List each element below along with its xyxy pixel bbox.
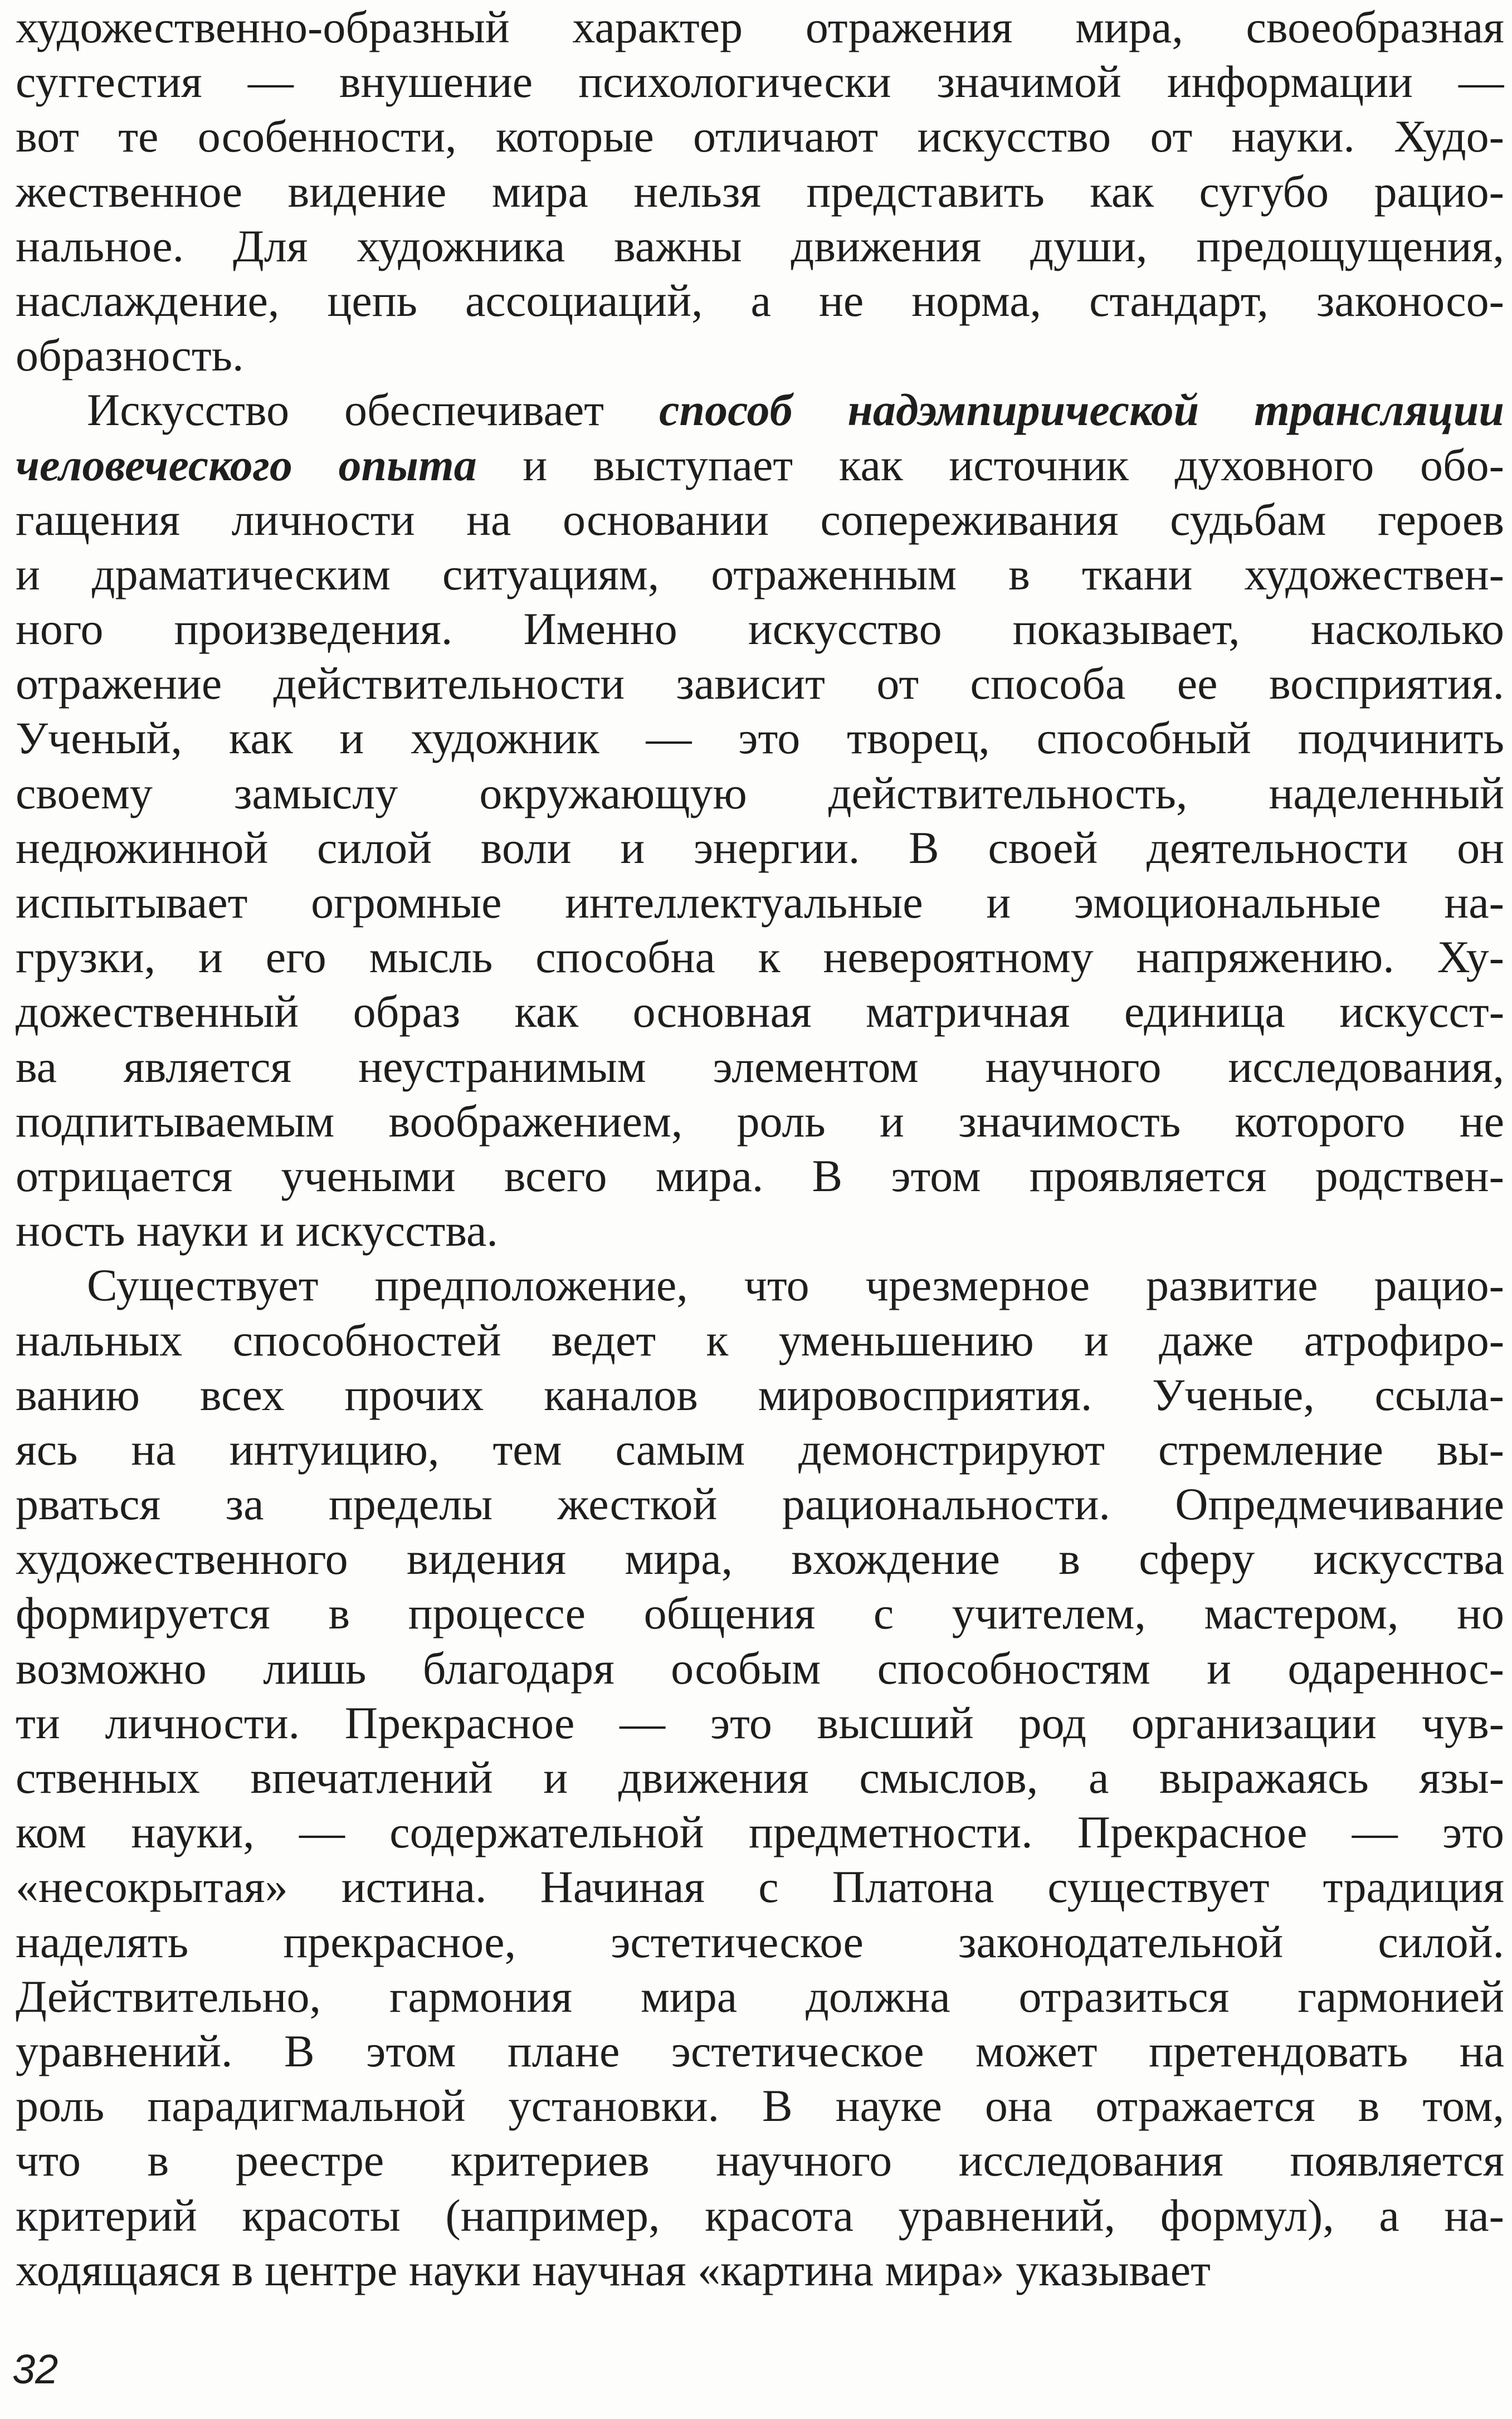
text-line xyxy=(16,1149,1504,1203)
text-segment: своему замыслу окружающую действительность, наделенный xyxy=(16,767,1504,818)
text-line xyxy=(16,656,1504,711)
text-line xyxy=(16,2024,1504,2079)
text-segment: формируется в процессе общения с учителем, мастером, но xyxy=(16,1588,1504,1639)
text-segment: ясь на интуицию, тем самым демонстрируют стремление вы- xyxy=(16,1423,1504,1475)
text-segment: нальное. Для художника важны движения души, предощущения, xyxy=(16,220,1504,271)
text-line xyxy=(16,0,1504,55)
text-line xyxy=(16,1422,1504,1477)
text-line xyxy=(16,55,1504,109)
text-line xyxy=(16,1750,1504,1805)
text-segment: художественно-образный характер отражения мира, своеобразная xyxy=(16,2,1504,52)
text-line xyxy=(16,1477,1504,1532)
text-line xyxy=(16,2133,1504,2188)
text-segment: гащения личности на основании сопереживания судьбам героев xyxy=(16,494,1504,545)
text-line xyxy=(16,1203,1504,1258)
text-line xyxy=(16,219,1504,274)
text-segment: Существует предположение, что чрезмерное развитие рацио- xyxy=(87,1260,1504,1311)
text-segment: дожественный образ как основная матричная единица искусст- xyxy=(16,986,1504,1037)
text-segment: жественное видение мира нельзя представить как сугубо рацио- xyxy=(16,165,1504,217)
emphasized-phrase: способ надэмпирической трансляции xyxy=(659,384,1504,436)
text-line xyxy=(16,930,1504,984)
page-body-text xyxy=(16,0,1504,2298)
page-number: 32 xyxy=(12,2346,58,2392)
text-line xyxy=(16,1532,1504,1586)
text-line xyxy=(16,547,1504,602)
text-segment: вот те особенности, которые отличают искусство от науки. Худо- xyxy=(16,111,1504,162)
text-line xyxy=(16,821,1504,875)
text-segment: критерий красоты (например, красота уравнений, формул), а на- xyxy=(16,2189,1504,2241)
text-line xyxy=(16,2188,1504,2243)
text-segment: художественного видения мира, вхождение в сферу искусства xyxy=(16,1533,1504,1584)
text-segment: образность. xyxy=(16,330,244,381)
text-segment: ходящаяся в центре науки научная «картина мира» указывает xyxy=(16,2244,1211,2295)
text-line xyxy=(16,1805,1504,1860)
text-segment: недюжинной силой воли и энергии. В своей деятельности он xyxy=(16,822,1504,873)
text-segment: подпитываемым воображением, роль и значимость которого не xyxy=(16,1095,1504,1147)
text-line xyxy=(16,383,1504,437)
text-line xyxy=(16,1368,1504,1422)
text-line xyxy=(16,875,1504,930)
text-segment: и выступает как источник духовного обо- xyxy=(476,439,1504,490)
text-line xyxy=(16,2079,1504,2133)
text-segment: нальных способностей ведет к уменьшению и даже атрофиро- xyxy=(16,1314,1504,1365)
text-line xyxy=(16,1969,1504,2024)
text-segment: испытывает огромные интеллектуальные и эмоциональные на- xyxy=(16,877,1504,928)
text-segment: суггестия — внушение психологически значимой информации — xyxy=(16,56,1504,108)
text-segment: и драматическим ситуациям, отраженным в ткани художествен- xyxy=(16,548,1504,599)
text-line xyxy=(16,602,1504,656)
text-segment: отрицается учеными всего мира. В этом проявляется родствен- xyxy=(16,1150,1504,1201)
text-segment: Ученый, как и художник — это творец, способный подчинить xyxy=(16,713,1504,764)
text-line xyxy=(16,164,1504,219)
text-line xyxy=(16,492,1504,547)
text-line xyxy=(16,711,1504,765)
text-segment: ственных впечатлений и движения смыслов, а выражаясь язы- xyxy=(16,1752,1504,1803)
emphasized-phrase: человеческого опыта xyxy=(16,439,477,490)
text-segment: ного произведения. Именно искусство показывает, насколько xyxy=(16,603,1504,655)
text-segment: возможно лишь благодаря особым способностям и одареннос- xyxy=(16,1642,1504,1694)
text-line xyxy=(16,2243,1504,2298)
text-segment: ванию всех прочих каналов мировосприятия. Ученые, ссыла- xyxy=(16,1369,1504,1420)
text-line xyxy=(16,1641,1504,1696)
text-line xyxy=(16,1313,1504,1368)
text-line xyxy=(16,438,1504,492)
text-segment: наслаждение, цепь ассоциаций, а не норма, стандарт, законосо- xyxy=(16,275,1504,326)
text-segment: что в реестре критериев научного исследования появляется xyxy=(16,2135,1504,2186)
text-segment: ва является неустранимым элементом научного исследования, xyxy=(16,1041,1504,1092)
text-segment: «несокрытая» истина. Начиная с Платона существует традиция xyxy=(16,1861,1504,1913)
text-segment: ность науки и искусства. xyxy=(16,1205,498,1256)
text-line xyxy=(16,1586,1504,1641)
text-line xyxy=(16,1040,1504,1094)
text-line xyxy=(16,1915,1504,1969)
text-line xyxy=(16,109,1504,164)
text-segment: роль парадигмальной установки. В науке она отражается в том, xyxy=(16,2080,1504,2132)
text-segment: уравнений. В этом плане эстетическое может претендовать на xyxy=(16,2025,1504,2076)
text-segment: Действительно, гармония мира должна отразиться гармонией xyxy=(16,1971,1504,2022)
text-line xyxy=(16,274,1504,328)
text-line xyxy=(16,766,1504,821)
text-line xyxy=(16,1696,1504,1750)
text-line xyxy=(16,1860,1504,1914)
text-line xyxy=(16,1258,1504,1313)
text-segment: Искусство обеспечивает xyxy=(87,384,660,436)
text-segment: ком науки, — содержательной предметности. Прекрасное — это xyxy=(16,1807,1504,1858)
text-line xyxy=(16,1094,1504,1149)
text-segment: грузки, и его мысль способна к невероятному напряжению. Ху- xyxy=(16,931,1504,983)
text-segment: ти личности. Прекрасное — это высший род организации чув- xyxy=(16,1697,1504,1748)
text-line xyxy=(16,984,1504,1039)
text-segment: отражение действительности зависит от способа ее восприятия. xyxy=(16,658,1504,709)
text-line xyxy=(16,328,1504,383)
text-segment: рваться за пределы жесткой рациональности. Опредмечивание xyxy=(16,1479,1504,1530)
text-segment: наделять прекрасное, эстетическое законодательной силой. xyxy=(16,1916,1504,1967)
